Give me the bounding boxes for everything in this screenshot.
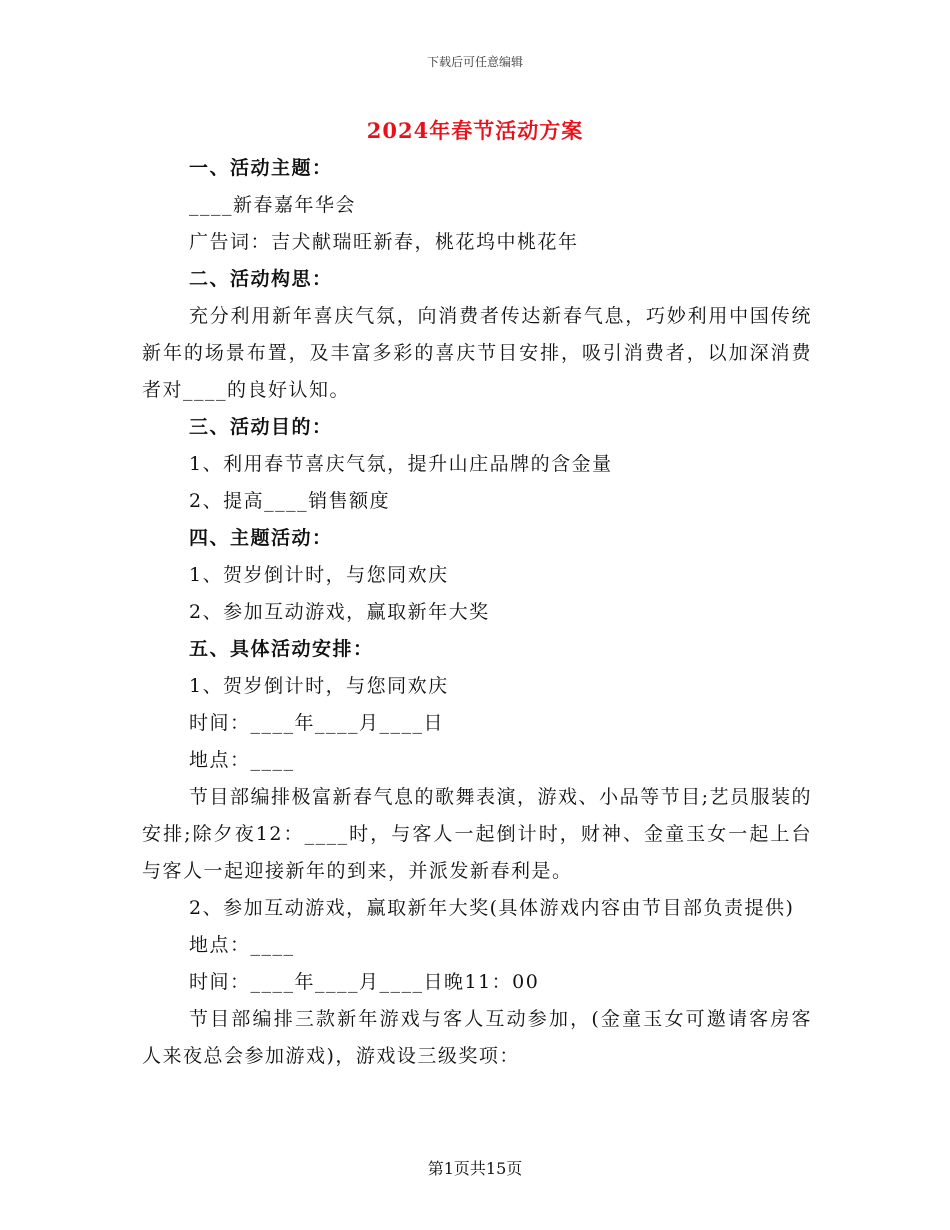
- section-heading-2: 二、活动构思：: [189, 268, 333, 290]
- section-heading-5: 五、具体活动安排：: [189, 638, 374, 660]
- text-line: 地点：____: [189, 749, 295, 771]
- text-line: 1、贺岁倒计时，与您同欢庆: [189, 564, 449, 586]
- text-line: 地点：____: [189, 934, 295, 956]
- paragraph: 2、参加互动游戏，赢取新年大奖(具体游戏内容由节目部负责提供): [189, 897, 795, 919]
- text-line: ____新春嘉年华会: [189, 194, 357, 216]
- paragraph: 节目部编排极富新春气息的歌舞表演，游戏、小品等节目;艺员服装的安排;除夕夜12：____时，与客人一起倒计时，财神、金童玉女一起上台与客人一起迎接新年的到来，并派发新春利是。: [142, 786, 812, 882]
- text-line: 2、参加互动游戏，赢取新年大奖: [189, 601, 490, 623]
- paragraph: 充分利用新年喜庆气氛，向消费者传达新春气息，巧妙利用中国传统新年的场景布置，及丰富多彩的喜庆节目安排，吸引消费者，以加深消费者对____的良好认知。: [142, 305, 812, 401]
- text-line: 2、提高____销售额度: [189, 490, 391, 512]
- section-heading-4: 四、主题活动：: [189, 527, 333, 549]
- text-line: 广告词：吉犬献瑞旺新春，桃花坞中桃花年: [189, 231, 579, 253]
- text-line: 时间：____年____月____日: [189, 712, 445, 734]
- text-line: 时间：____年____月____日晚11：00: [189, 971, 540, 993]
- document-title: 2024年春节活动方案: [366, 118, 584, 143]
- page-header-note: 下载后可任意编辑: [426, 55, 523, 69]
- section-heading-3: 三、活动目的：: [189, 416, 333, 438]
- paragraph: 节目部编排三款新年游戏与客人互动参加，(金童玉女可邀请客房客人来夜总会参加游戏)，游戏设三级奖项：: [142, 1008, 812, 1067]
- page-footer: 第1页共15页: [427, 1159, 523, 1178]
- section-heading-1: 一、活动主题：: [189, 157, 333, 179]
- document-body: [142, 150, 812, 1075]
- text-line: 1、利用春节喜庆气氛，提升山庄品牌的含金量: [189, 453, 613, 475]
- text-line: 1、贺岁倒计时，与您同欢庆: [189, 675, 449, 697]
